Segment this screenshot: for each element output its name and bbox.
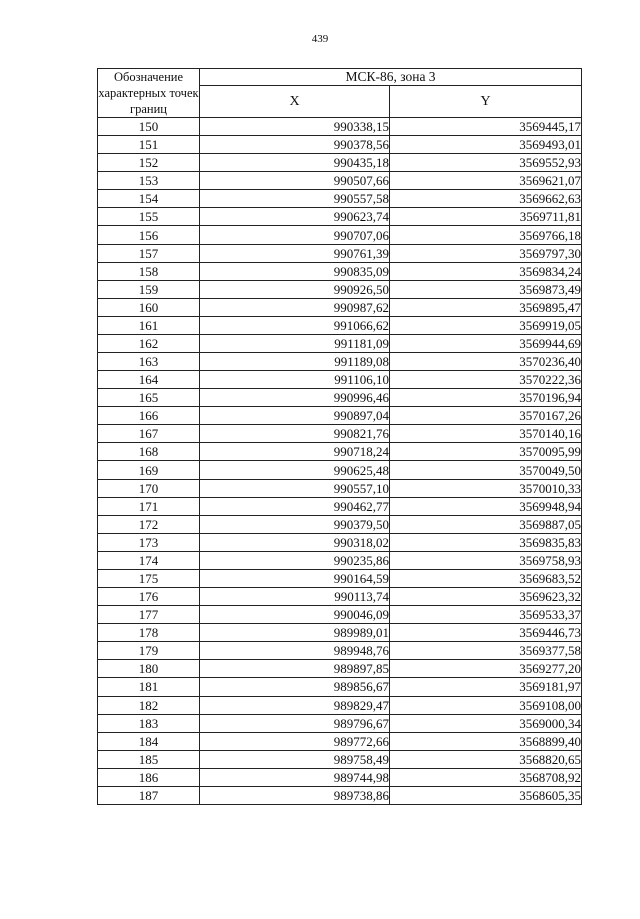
- y-coordinate: 3569493,01: [390, 136, 582, 154]
- point-number: 183: [98, 714, 200, 732]
- table-row: [98, 786, 582, 804]
- x-coordinate: 989856,67: [200, 678, 390, 696]
- y-coordinate: 3569766,18: [390, 226, 582, 244]
- point-number: 177: [98, 606, 200, 624]
- point-number: 159: [98, 280, 200, 298]
- y-coordinate: 3569621,07: [390, 172, 582, 190]
- x-coordinate: 990113,74: [200, 588, 390, 606]
- table-row: [98, 732, 582, 750]
- coordinates-table: [97, 68, 582, 805]
- x-coordinate: 990235,86: [200, 551, 390, 569]
- table-row: [98, 750, 582, 768]
- y-coordinate: 3569944,69: [390, 334, 582, 352]
- table-row: [98, 353, 582, 371]
- y-coordinate: 3568820,65: [390, 750, 582, 768]
- x-coordinate: 990623,74: [200, 208, 390, 226]
- point-number: 176: [98, 588, 200, 606]
- y-coordinate: 3569533,37: [390, 606, 582, 624]
- table-row: [98, 226, 582, 244]
- table-row: [98, 244, 582, 262]
- y-coordinate: 3569000,34: [390, 714, 582, 732]
- x-coordinate: 990625,48: [200, 461, 390, 479]
- point-number: 163: [98, 353, 200, 371]
- y-coordinate: 3569377,58: [390, 642, 582, 660]
- x-coordinate: 989744,98: [200, 768, 390, 786]
- x-coordinate: 990987,62: [200, 298, 390, 316]
- point-number: 174: [98, 551, 200, 569]
- point-number: 172: [98, 515, 200, 533]
- x-coordinate: 991106,10: [200, 371, 390, 389]
- x-coordinate: 990761,39: [200, 244, 390, 262]
- table-row: [98, 660, 582, 678]
- table-row: [98, 606, 582, 624]
- table-row: [98, 154, 582, 172]
- x-coordinate: 991181,09: [200, 334, 390, 352]
- point-number: 186: [98, 768, 200, 786]
- y-coordinate: 3569683,52: [390, 569, 582, 587]
- table-row: [98, 389, 582, 407]
- x-coordinate: 990046,09: [200, 606, 390, 624]
- table-row: [98, 696, 582, 714]
- table-row: [98, 316, 582, 334]
- y-coordinate: 3569445,17: [390, 118, 582, 136]
- x-coordinate: 990707,06: [200, 226, 390, 244]
- point-number: 169: [98, 461, 200, 479]
- y-coordinate: 3570095,99: [390, 443, 582, 461]
- point-number: 162: [98, 334, 200, 352]
- y-coordinate: 3569948,94: [390, 497, 582, 515]
- point-number: 185: [98, 750, 200, 768]
- table-body: [98, 118, 582, 805]
- point-number: 180: [98, 660, 200, 678]
- table-row: [98, 280, 582, 298]
- header-point-designation: Обозначение характерных точек границ: [98, 70, 199, 116]
- table-row: [98, 118, 582, 136]
- x-coordinate: 989989,01: [200, 624, 390, 642]
- table-row: [98, 642, 582, 660]
- point-number: 167: [98, 425, 200, 443]
- x-coordinate: 990926,50: [200, 280, 390, 298]
- y-coordinate: 3569623,32: [390, 588, 582, 606]
- point-number: 155: [98, 208, 200, 226]
- point-number: 173: [98, 533, 200, 551]
- x-coordinate: 990821,76: [200, 425, 390, 443]
- table-row: [98, 461, 582, 479]
- x-coordinate: 990897,04: [200, 407, 390, 425]
- y-coordinate: 3569662,63: [390, 190, 582, 208]
- table-row: [98, 190, 582, 208]
- y-coordinate: 3570236,40: [390, 353, 582, 371]
- x-coordinate: 991066,62: [200, 316, 390, 334]
- x-coordinate: 989948,76: [200, 642, 390, 660]
- x-coordinate: 990318,02: [200, 533, 390, 551]
- point-number: 179: [98, 642, 200, 660]
- y-coordinate: 3569277,20: [390, 660, 582, 678]
- x-coordinate: 990557,58: [200, 190, 390, 208]
- y-coordinate: 3569711,81: [390, 208, 582, 226]
- table-row: [98, 208, 582, 226]
- point-number: 164: [98, 371, 200, 389]
- y-coordinate: 3569181,97: [390, 678, 582, 696]
- y-coordinate: 3568899,40: [390, 732, 582, 750]
- x-coordinate: 990835,09: [200, 262, 390, 280]
- y-coordinate: 3569835,83: [390, 533, 582, 551]
- y-coordinate: 3568708,92: [390, 768, 582, 786]
- x-coordinate: 991189,08: [200, 353, 390, 371]
- table-row: [98, 371, 582, 389]
- y-coordinate: 3569108,00: [390, 696, 582, 714]
- y-coordinate: 3569797,30: [390, 244, 582, 262]
- x-coordinate: 990338,15: [200, 118, 390, 136]
- table-row: [98, 569, 582, 587]
- point-number: 150: [98, 118, 200, 136]
- x-coordinate: 990379,50: [200, 515, 390, 533]
- point-number: 165: [98, 389, 200, 407]
- point-number: 157: [98, 244, 200, 262]
- table-row: [98, 334, 582, 352]
- point-number: 161: [98, 316, 200, 334]
- table-row: [98, 443, 582, 461]
- table-row: [98, 497, 582, 515]
- y-coordinate: 3570196,94: [390, 389, 582, 407]
- x-coordinate: 989758,49: [200, 750, 390, 768]
- point-number: 156: [98, 226, 200, 244]
- y-coordinate: 3570010,33: [390, 479, 582, 497]
- point-number: 170: [98, 479, 200, 497]
- x-coordinate: 990462,77: [200, 497, 390, 515]
- y-coordinate: 3569758,93: [390, 551, 582, 569]
- point-number: 184: [98, 732, 200, 750]
- point-number: 171: [98, 497, 200, 515]
- y-coordinate: 3570222,36: [390, 371, 582, 389]
- table-row: [98, 768, 582, 786]
- y-coordinate: 3570049,50: [390, 461, 582, 479]
- header-coordinate-system: МСК-86, зона 3: [200, 69, 582, 86]
- table-row: [98, 298, 582, 316]
- point-number: 182: [98, 696, 200, 714]
- x-coordinate: 989829,47: [200, 696, 390, 714]
- x-coordinate: 990996,46: [200, 389, 390, 407]
- y-coordinate: 3569887,05: [390, 515, 582, 533]
- point-number: 154: [98, 190, 200, 208]
- x-coordinate: 989897,85: [200, 660, 390, 678]
- table-row: [98, 136, 582, 154]
- y-coordinate: 3569919,05: [390, 316, 582, 334]
- table-row: [98, 678, 582, 696]
- point-number: 166: [98, 407, 200, 425]
- y-coordinate: 3569873,49: [390, 280, 582, 298]
- table-row: [98, 262, 582, 280]
- x-coordinate: 989796,67: [200, 714, 390, 732]
- point-number: 151: [98, 136, 200, 154]
- y-coordinate: 3568605,35: [390, 786, 582, 804]
- table-row: [98, 172, 582, 190]
- point-number: 168: [98, 443, 200, 461]
- x-coordinate: 989772,66: [200, 732, 390, 750]
- x-coordinate: 990435,18: [200, 154, 390, 172]
- x-coordinate: 990718,24: [200, 443, 390, 461]
- table-row: [98, 533, 582, 551]
- x-coordinate: 990164,59: [200, 569, 390, 587]
- point-number: 160: [98, 298, 200, 316]
- table-row: [98, 624, 582, 642]
- point-number: 187: [98, 786, 200, 804]
- x-coordinate: 990557,10: [200, 479, 390, 497]
- header-x: X: [200, 86, 390, 118]
- table-row: [98, 479, 582, 497]
- point-number: 175: [98, 569, 200, 587]
- x-coordinate: 989738,86: [200, 786, 390, 804]
- y-coordinate: 3570167,26: [390, 407, 582, 425]
- x-coordinate: 990378,56: [200, 136, 390, 154]
- table-row: [98, 425, 582, 443]
- point-number: 181: [98, 678, 200, 696]
- y-coordinate: 3569895,47: [390, 298, 582, 316]
- point-number: 152: [98, 154, 200, 172]
- point-number: 158: [98, 262, 200, 280]
- table-row: [98, 407, 582, 425]
- y-coordinate: 3569834,24: [390, 262, 582, 280]
- header-y: Y: [390, 86, 582, 118]
- point-number: 153: [98, 172, 200, 190]
- table-row: [98, 551, 582, 569]
- y-coordinate: 3569446,73: [390, 624, 582, 642]
- x-coordinate: 990507,66: [200, 172, 390, 190]
- y-coordinate: 3570140,16: [390, 425, 582, 443]
- y-coordinate: 3569552,93: [390, 154, 582, 172]
- table-row: [98, 588, 582, 606]
- table-row: [98, 714, 582, 732]
- page-number: 439: [311, 33, 329, 45]
- point-number: 178: [98, 624, 200, 642]
- table-row: [98, 515, 582, 533]
